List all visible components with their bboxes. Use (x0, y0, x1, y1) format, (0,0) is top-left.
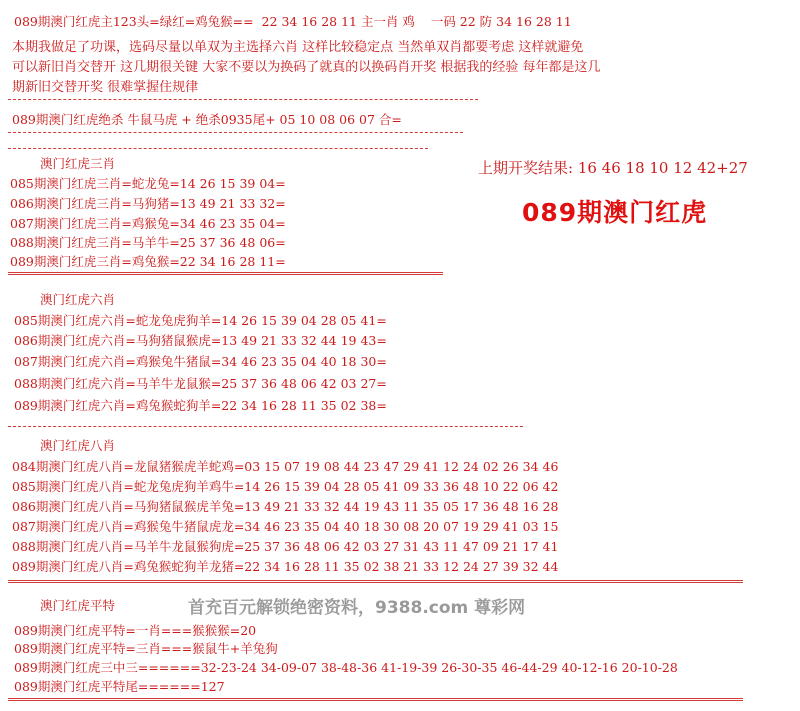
divider (8, 426, 523, 427)
list-item: 087期澳门红虎六肖=鸡猴兔牛猪鼠=34 46 23 35 04 40 18 30= (14, 354, 387, 369)
watermark: 首充百元解锁绝密资料，9388.com 尊彩网 (188, 598, 526, 618)
list-item: 088期澳门红虎六肖=马羊牛龙鼠猴=25 37 36 48 06 42 03 27= (14, 376, 387, 391)
intro-line-3: 期新旧交替开奖 很难掌握住规律 (12, 80, 199, 95)
last-draw-result: 上期开奖结果: 16 46 18 10 12 42+27 (478, 159, 748, 177)
list-item: 084期澳门红虎八肖=龙鼠猪猴虎羊蛇鸡=03 15 07 19 08 44 23 47 29 41 12 24 02 26 34 46 (12, 459, 559, 474)
intro-line-2: 可以新旧肖交替开 这几期很关键 大家不要以为换码了就真的以换码肖开奖 根据我的经验 每年都是这几 (12, 60, 601, 75)
list-item: 086期澳门红虎八肖=马狗猪鼠猴虎羊兔=13 49 21 33 32 44 19 43 11 35 05 17 36 48 16 28 (12, 499, 559, 514)
list-item: 085期澳门红虎三肖=蛇龙兔=14 26 15 39 04= (10, 176, 286, 191)
list-item: 088期澳门红虎三肖=马羊牛=25 37 36 48 06= (10, 235, 286, 250)
list-item: 086期澳门红虎六肖=马狗猪鼠猴虎=13 49 21 33 32 44 19 43= (14, 333, 387, 348)
section-title-six: 澳门红虎六肖 (40, 292, 116, 307)
big-title: 089期澳门红虎 (522, 198, 708, 227)
list-item: 087期澳门红虎八肖=鸡猴兔牛猪鼠虎龙=34 46 23 35 04 40 18 30 08 20 07 19 29 41 03 15 (12, 519, 559, 534)
divider (8, 272, 443, 275)
divider (8, 698, 743, 701)
list-item: 089期澳门红虎平特尾======127 (14, 679, 225, 694)
divider (8, 148, 428, 149)
list-item: 088期澳门红虎八肖=马羊牛龙鼠猴狗虎=25 37 36 48 06 42 03 27 31 43 11 47 09 21 17 41 (12, 539, 559, 554)
section-title-three: 澳门红虎三肖 (40, 156, 116, 171)
list-item: 089期澳门红虎平特=三肖===猴鼠牛+羊兔狗 (14, 641, 278, 656)
list-item: 085期澳门红虎八肖=蛇龙兔虎狗羊鸡牛=14 26 15 39 04 28 05 41 09 33 36 48 10 22 06 42 (12, 479, 559, 494)
list-item: 089期澳门红虎八肖=鸡兔猴蛇狗羊龙猪=22 34 16 28 11 35 02 38 21 33 12 24 27 39 32 44 (12, 559, 559, 574)
divider (8, 99, 478, 100)
list-item: 085期澳门红虎六肖=蛇龙兔虎狗羊=14 26 15 39 04 28 05 41= (14, 313, 387, 328)
kill-line: 089期澳门红虎绝杀 牛鼠马虎 + 绝杀0935尾+ 05 10 08 06 07 合= (12, 112, 402, 127)
list-item: 087期澳门红虎三肖=鸡猴兔=34 46 23 35 04= (10, 216, 286, 231)
list-item: 089期澳门红虎三中三======32-23-24 34-09-07 38-48-36 41-19-39 26-30-35 46-44-29 40-12-16 20-10-28 (14, 660, 678, 675)
section-title-pingte: 澳门红虎平特 (40, 598, 116, 613)
header-line: 089期澳门红虎主123头=绿红=鸡兔猴== 22 34 16 28 11 主一肖 鸡 一码 22 防 34 16 28 11 (14, 14, 572, 29)
divider (8, 580, 743, 583)
list-item: 086期澳门红虎三肖=马狗猪=13 49 21 33 32= (10, 196, 286, 211)
divider (8, 132, 463, 133)
intro-line-1: 本期我做足了功课，选码尽量以单双为主选择六肖 这样比较稳定点 当然单双肖都要考虑 这样就避免 (12, 40, 584, 55)
list-item: 089期澳门红虎六肖=鸡兔猴蛇狗羊=22 34 16 28 11 35 02 38= (14, 398, 387, 413)
list-item: 089期澳门红虎三肖=鸡兔猴=22 34 16 28 11= (10, 254, 286, 269)
section-title-eight: 澳门红虎八肖 (40, 438, 116, 453)
list-item: 089期澳门红虎平特=一肖===猴猴猴=20 (14, 623, 257, 638)
